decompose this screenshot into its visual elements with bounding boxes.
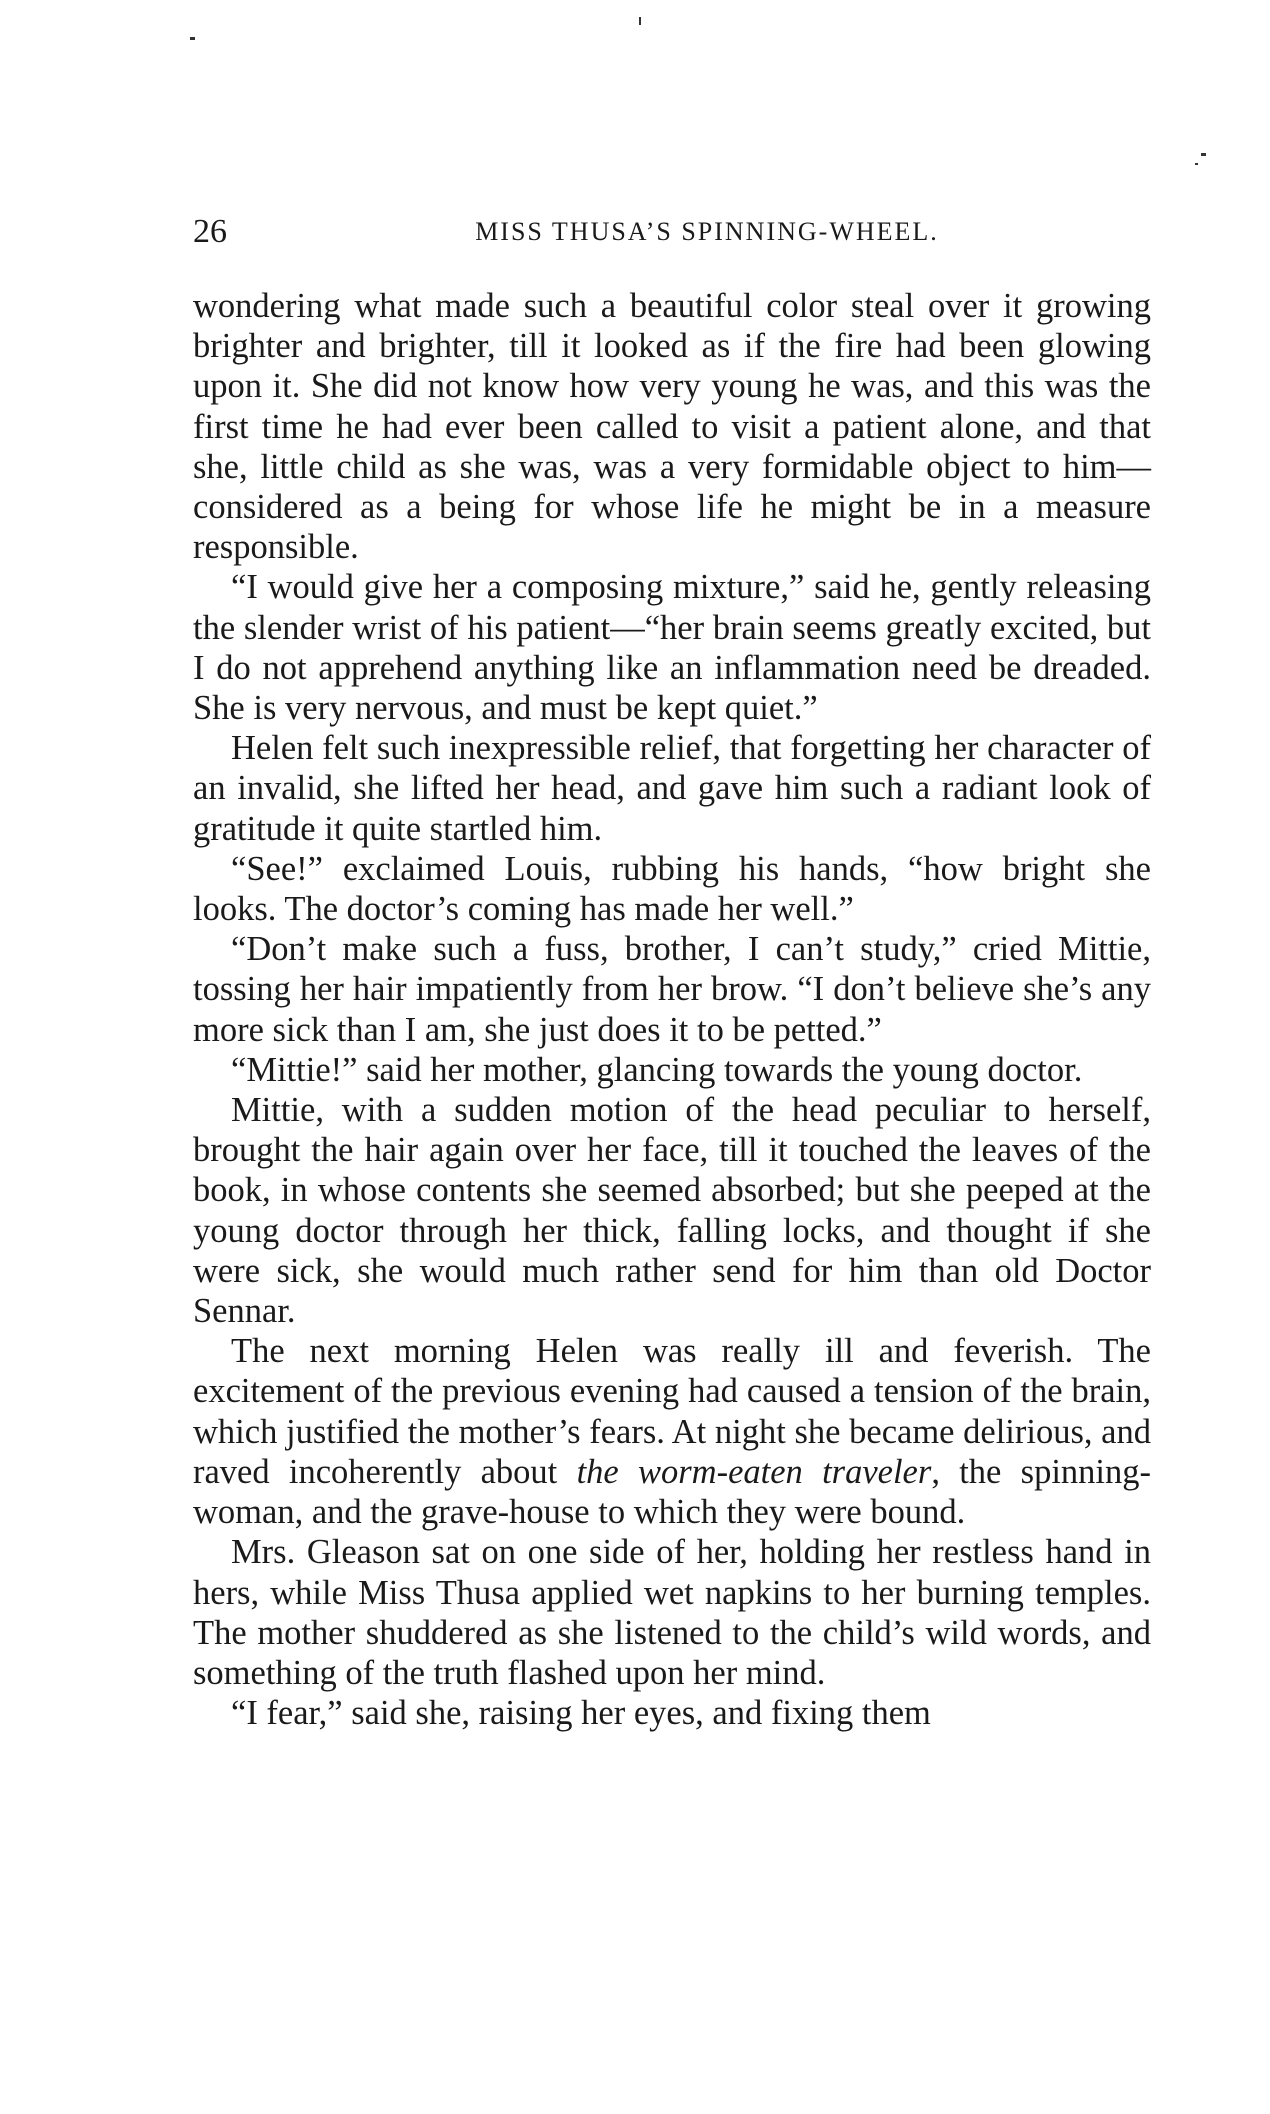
print-speck: [190, 37, 195, 40]
body-text: [193, 286, 1151, 1733]
print-speck: [1201, 153, 1206, 156]
print-speck: [639, 17, 641, 25]
paragraph-text: The next morning Helen was really ill and feverish. The excitement of the previous evening had caused a tension of the brain, which justified the mother’s fears. At night she became delirious, and raved incoherently about: [193, 1332, 1151, 1491]
paragraph: Mrs. Gleason sat on one side of her, holding her restless hand in hers, while Miss Thusa applied wet napkins to her burning temples. The mother shuddered as she listened to the child’s wild words, and something of the truth flashed upon her mind.: [193, 1533, 1151, 1692]
paragraph: “I fear,” said she, raising her eyes, and fixing them: [231, 1694, 931, 1733]
paragraph: Helen felt such inexpressible relief, that forgetting her character of an invalid, she lifted her head, and gave him such a radiant look of gratitude it quite startled him.: [193, 729, 1151, 848]
paragraph: “Don’t make such a fuss, brother, I can’t study,” cried Mittie, tossing her hair impatiently from her brow. “I don’t believe she’s any more sick than I am, she just does it to be petted.”: [193, 930, 1151, 1049]
italic-phrase: the worm-eaten traveler: [576, 1452, 932, 1491]
paragraph-continued: wondering what made such a beautiful color steal over it growing brighter and brighter, till it looked as if the fire had been glowing upon it. She did not know how very young he was, and this was the first time he had ever been called to visit a patient alone, and that she, little child as she was, was a very formidable object to him—considered as a being for whose life he might be in a measure responsible.: [193, 287, 1151, 567]
paragraph: [193, 1331, 1151, 1532]
page-header: [193, 210, 1151, 254]
paragraph: “See!” exclaimed Louis, rubbing his hands, “how bright she looks. The doctor’s coming has made her well.”: [193, 849, 1151, 929]
paragraph: Mittie, with a sudden motion of the head peculiar to herself, brought the hair again over her face, till it touched the leaves of the book, in whose contents she seemed absorbed; but she peeped at the young doctor through her thick, falling locks, and thought if she were sick, she would much rather send for him than old Doctor Sennar.: [193, 1091, 1151, 1331]
page-number: 26: [193, 213, 227, 250]
running-title: MISS THUSA’S SPINNING-WHEEL.: [475, 217, 939, 246]
print-speck: [1195, 163, 1198, 165]
paragraph: “I would give her a composing mixture,” said he, gently releasing the slender wrist of his patient—“her brain seems greatly excited, but I do not apprehend anything like an inflammation need be dreaded. She is very nervous, and must be kept quiet.”: [193, 568, 1151, 728]
paragraph: “Mittie!” said her mother, glancing towards the young doctor.: [231, 1050, 1083, 1089]
paragraph-text: , the spinning-woman, and the grave-house to which they were bound.: [193, 1452, 1151, 1532]
